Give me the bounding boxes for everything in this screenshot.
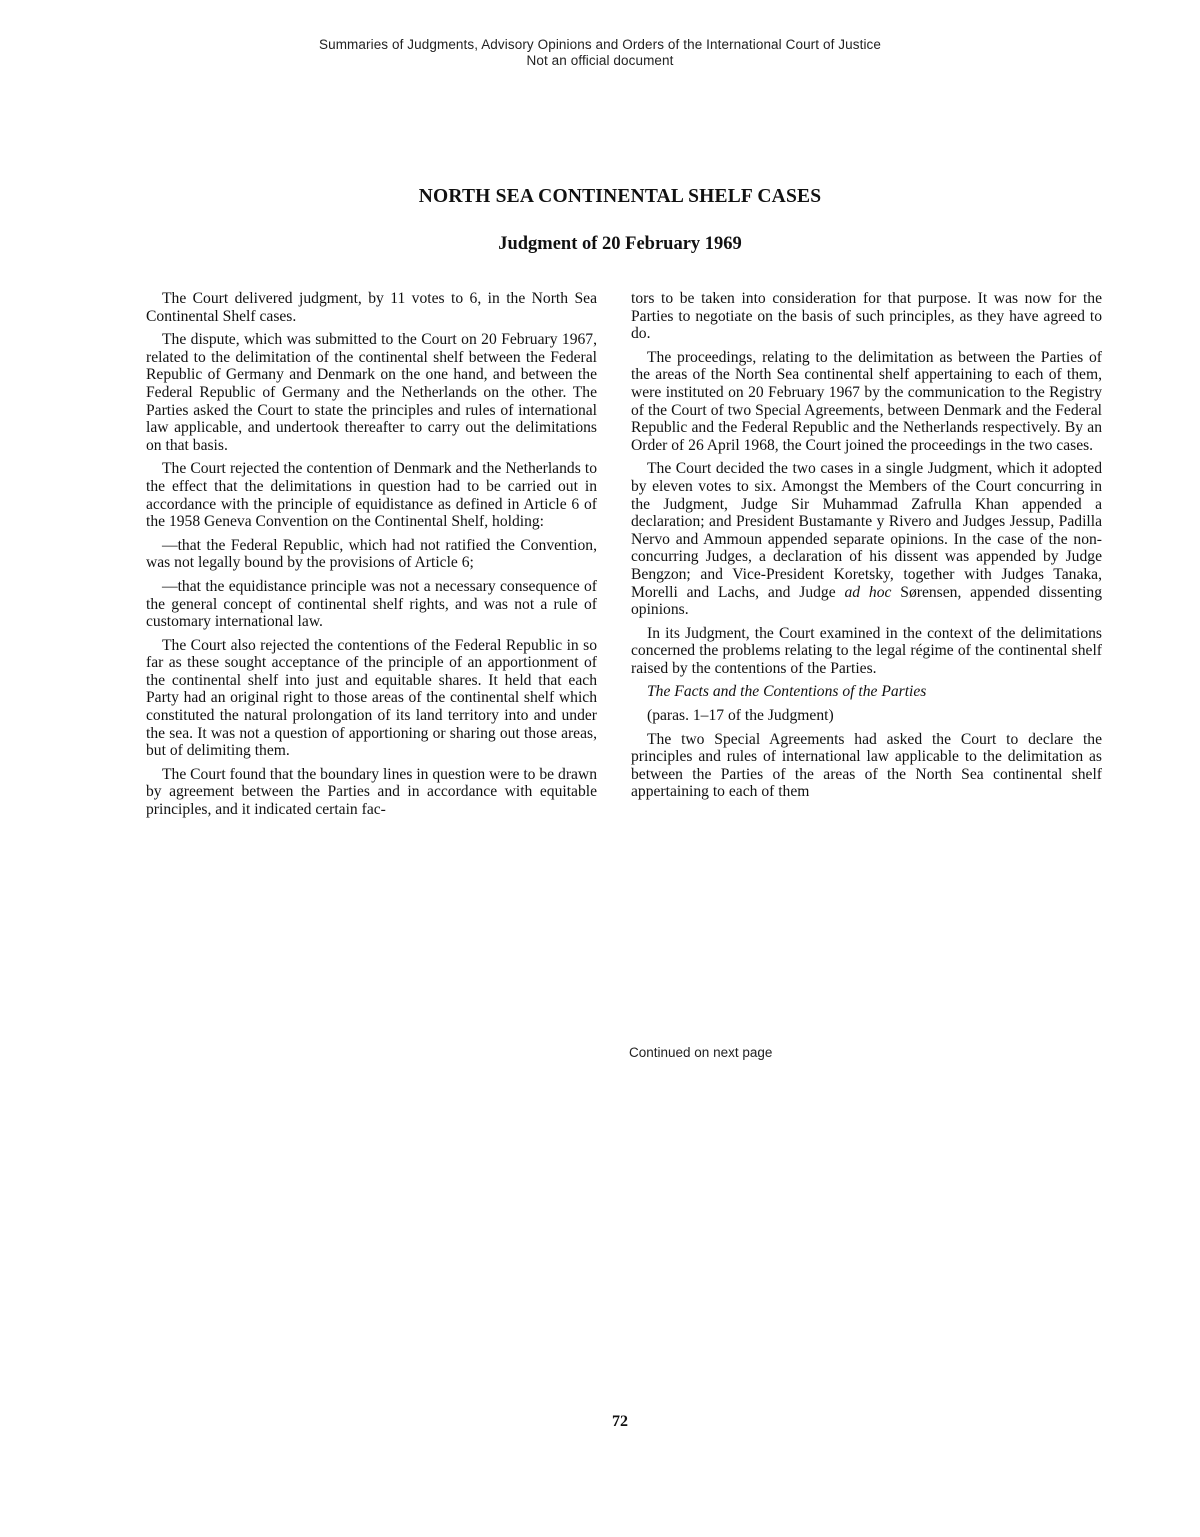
document-header (0, 37, 1200, 69)
page-title: NORTH SEA CONTINENTAL SHELF CASES (418, 186, 822, 207)
page-number: 72 (612, 1413, 628, 1430)
header-line-1: Summaries of Judgments, Advisory Opinions and Orders of the International Court of Justice (318, 37, 882, 52)
paragraph: The Court rejected the contention of Denmark and the Netherlands to the effect that the delimitations in question had to be carried out in accordance with the principle of equidistance as defined in Article 6 of the 1958 Geneva Convention on the Continental Shelf, holding: (146, 460, 597, 531)
continued-note: Continued on next page (629, 1045, 773, 1060)
paragraph (631, 460, 1102, 618)
paragraph: —that the Federal Republic, which had not ratified the Convention, was not legally bound by the provisions of Article 6; (146, 536, 597, 572)
text-run: Sørensen, appended dissenting opinions. (631, 583, 1102, 619)
paragraph: The Court also rejected the contentions of the Federal Republic in so far as these sought acceptance of the principle of an apportionment of the continental shelf into just and equitable shares. It held that each Party had an original right to those areas of the continental shelf which constituted the natural prolongation of its land territory into and under the sea. It was not a question of apportioning or sharing out those areas, but of delimiting them. (146, 636, 597, 760)
paragraph: —that the equidistance principle was not a necessary consequence of the general concept of continental shelf rights, and was not a rule of customary international law. (146, 577, 597, 631)
paragraph: The Court found that the boundary lines in question were to be drawn by agreement between the Parties and in accordance with equitable principles, and it indicated certain fac- (146, 765, 597, 819)
paragraph: The Court delivered judgment, by 11 votes to 6, in the North Sea Continental Shelf cases. (146, 290, 597, 325)
page-subtitle: Judgment of 20 February 1969 (498, 234, 742, 254)
text-run: The Court decided the two cases in a single Judgment, which it adopted by eleven votes to six. Amongst the Members of the Court concurring in the Judgment, Judge Sir Muhammad Zafrulla Khan appended a declaration; and President Bustamante y Rivero and Judges Jessup, Padilla Nervo and Ammoun appended separate opinions. In the case of the non-concurring Judges, a declaration of his dissent was appended by Judge Bengzon; and Vice-President Koretsky, together with Judges Tanaka, Morelli and Lachs, and Judge (631, 460, 1102, 601)
section-reference: (paras. 1–17 of the Judgment) (647, 707, 834, 725)
right-column (631, 290, 1102, 807)
section-heading: The Facts and the Contentions of the Parties (647, 683, 927, 701)
paragraph: The proceedings, relating to the delimitation as between the Parties of the areas of the North Sea continental shelf appertaining to each of them, were instituted on 20 February 1967 by the communication to the Registry of the Court of two Special Agreements, between Denmark and the Federal Republic and the Federal Republic and the Netherlands respectively. By an Order of 26 April 1968, the Court joined the proceedings in the two cases. (631, 348, 1102, 454)
paragraph: The dispute, which was submitted to the Court on 20 February 1967, related to the delimitation of the continental shelf between the Federal Republic of Germany and Denmark on the one hand, and between the Federal Republic of Germany and the Netherlands on the other. The Parties asked the Court to state the principles and rules of international law applicable, and undertook thereafter to carry out the delimitations on that basis. (146, 331, 597, 454)
paragraph: tors to be taken into consideration for that purpose. It was now for the Parties to negotiate on the basis of such principles, as they have agreed to do. (631, 290, 1102, 343)
italic-phrase: ad hoc (844, 583, 892, 601)
left-column (146, 290, 597, 825)
paragraph: The two Special Agreements had asked the Court to declare the principles and rules of international law applicable to the delimitation as between the Parties of the areas of the North Sea continental shelf appertaining to each of them (631, 730, 1102, 801)
paragraph: In its Judgment, the Court examined in the context of the delimitations concerned the problems relating to the legal régime of the continental shelf raised by the contentions of the Parties. (631, 624, 1102, 677)
header-line-2: Not an official document (526, 53, 674, 68)
